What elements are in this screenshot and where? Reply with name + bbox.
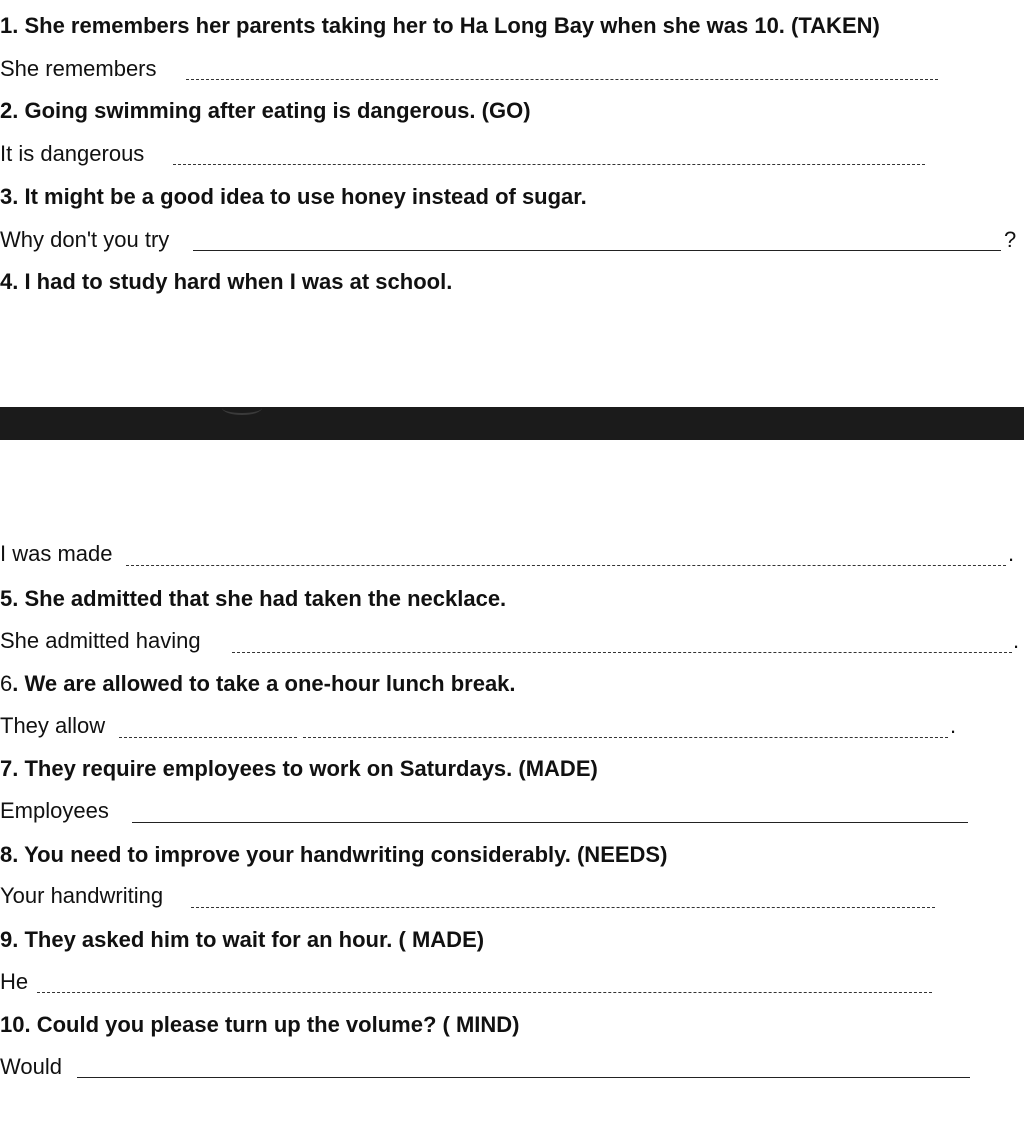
question-6-answer-blank-2[interactable] <box>303 737 948 738</box>
question-5-prompt: 5. She admitted that she had taken the necklace. <box>0 586 507 611</box>
question-6-end-mark: . <box>950 713 957 738</box>
question-1-answer-blank[interactable] <box>186 79 938 80</box>
question-6-answer-start: They allow <box>0 713 106 738</box>
question-3-prompt: 3. It might be a good idea to use honey instead of sugar. <box>0 184 587 209</box>
question-9-answer-start: He <box>0 969 29 994</box>
question-6-prompt-row <box>0 670 1024 698</box>
question-6-prompt: . We are allowed to take a one-hour lunch break. <box>12 671 516 696</box>
question-4-answer-start: I was made <box>0 541 113 566</box>
question-5-end-mark: . <box>1013 628 1020 653</box>
question-2-prompt: 2. Going swimming after eating is dangerous. (GO) <box>0 98 531 123</box>
question-4-end-mark: . <box>1008 541 1015 566</box>
question-3-answer-blank[interactable] <box>193 250 1001 251</box>
question-2-answer-blank[interactable] <box>173 164 925 165</box>
question-9-answer-blank[interactable] <box>37 992 932 993</box>
question-8-answer-start: Your handwriting <box>0 883 164 908</box>
question-3-end-mark: ? <box>1004 227 1017 252</box>
question-10-answer-start: Would <box>0 1054 62 1079</box>
question-1-answer-start: She remembers <box>0 56 157 81</box>
question-7-prompt: 7. They require employees to work on Saturdays. (MADE) <box>0 756 598 781</box>
question-6-answer-blank-1[interactable] <box>119 737 297 738</box>
dark-overlay-band <box>0 407 1024 440</box>
question-9-prompt: 9. They asked him to wait for an hour. ( MADE) <box>0 927 485 952</box>
question-8-answer-blank[interactable] <box>191 907 935 908</box>
question-10-prompt: 10. Could you please turn up the volume? ( MIND) <box>0 1012 520 1037</box>
question-4-answer-blank[interactable] <box>126 565 1006 566</box>
band-arc-decoration <box>222 401 262 415</box>
question-7-answer-blank[interactable] <box>132 822 968 823</box>
question-8-prompt: 8. You need to improve your handwriting considerably. (NEEDS) <box>0 842 668 867</box>
question-1-prompt: 1. She remembers her parents taking her to Ha Long Bay when she was 10. (TAKEN) <box>0 13 880 38</box>
question-5-answer-start: She admitted having <box>0 628 201 653</box>
question-3-answer-start: Why don't you try <box>0 227 170 252</box>
question-6-number: 6 <box>0 671 13 696</box>
question-4-prompt: 4. I had to study hard when I was at school. <box>0 269 453 294</box>
question-2-answer-start: It is dangerous <box>0 141 145 166</box>
question-5-answer-blank[interactable] <box>232 652 1012 653</box>
question-7-answer-start: Employees <box>0 798 109 823</box>
question-10-answer-blank[interactable] <box>77 1077 970 1078</box>
